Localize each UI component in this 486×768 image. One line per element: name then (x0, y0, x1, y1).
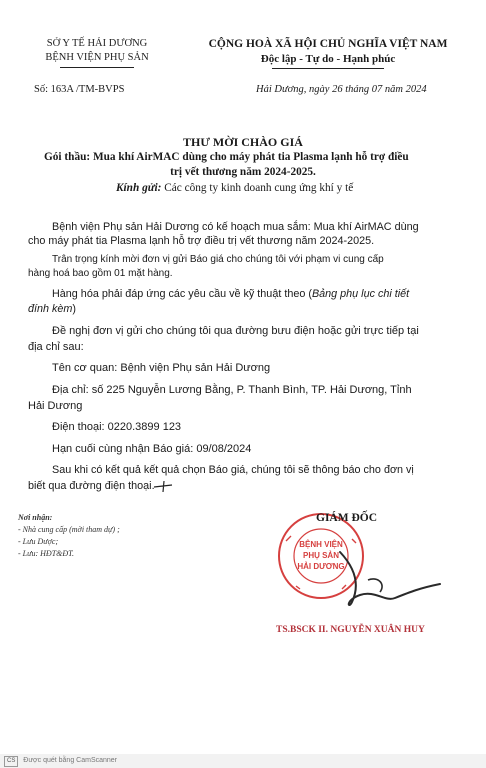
national-title: CỘNG HOÀ XÃ HỘI CHỦ NGHĨA VIỆT NAM (208, 38, 448, 50)
camscanner-badge-icon: CS (4, 756, 18, 767)
recipient-item: - Lưu Dược; (18, 537, 59, 546)
handwritten-signature (300, 540, 450, 615)
p2-line2: hàng hoá bao gồm 01 mặt hàng. (28, 268, 173, 279)
p3-line2-end: ) (72, 303, 77, 315)
p4-line1: Đề nghị đơn vị gửi cho chúng tôi qua đường bưu điện hoặc gửi trực tiếp tại (52, 325, 419, 337)
recipients-title: Nơi nhận: (18, 513, 53, 522)
stamp-line2: PHỤ SẢN (302, 551, 340, 560)
recipient-item: - Nhà cung cấp (mời tham dự) ; (18, 525, 120, 534)
national-motto: Độc lập - Tự do - Hạnh phúc (260, 53, 396, 65)
package-line1: Mua khí AirMAC dùng cho máy phát tia Plasma lạnh hỗ trợ điều (92, 151, 409, 163)
hospital-name: BỆNH VIỆN PHỤ SẢN (45, 52, 149, 63)
package-line2: trị vết thương năm 2024-2025. (170, 166, 316, 178)
stamp-line3: HẢI DƯƠNG (297, 562, 345, 571)
handwritten-tick-icon (152, 478, 174, 494)
deadline: Hạn cuối cùng nhận Báo giá: 09/08/2024 (52, 443, 252, 455)
header-left-divider (60, 67, 134, 68)
p4-line2: địa chỉ sau: (28, 341, 84, 353)
document-number: Số: 163A /TM-BVPS (34, 84, 125, 95)
address-line1: Địa chỉ: số 225 Nguyễn Lương Bằng, P. Thanh Bình, TP. Hải Dương, Tỉnh (52, 384, 412, 396)
ministry-name: SỞ Y TẾ HẢI DƯƠNG (46, 38, 148, 49)
phone: Điện thoại: 0220.3899 123 (52, 421, 182, 433)
signer-name: TS.BSCK II. NGUYỄN XUÂN HUY (276, 625, 425, 635)
scanner-text: Được quét bằng CamScanner (23, 757, 118, 764)
p3-line1-text: Hàng hóa phải đáp ứng các yêu cầu về kỹ thuật theo ( (52, 288, 312, 300)
p1-line1: Bệnh viện Phụ sản Hải Dương có kế hoạch mua sắm: Mua khí AirMAC dùng (52, 221, 419, 233)
address-line2: Hải Dương (28, 400, 83, 412)
p3-line2-italic: đính kèm (28, 303, 73, 315)
package-label: Gói thầu: (44, 151, 91, 163)
p3-line1-italic: Bảng phụ lục chi tiết (311, 288, 410, 300)
recipient-item: - Lưu: HĐT&ĐT. (18, 549, 74, 558)
p2-line1: Trân trọng kính mời đơn vị gửi Báo giá cho chúng tôi với phạm vi cung cấp (52, 254, 384, 265)
recipient-label: Kính gửi: (116, 182, 162, 194)
place-date: Hải Dương, ngày 26 tháng 07 năm 2024 (256, 84, 427, 95)
recipient-text: Các công ty kinh doanh cung ứng khí y tế (164, 182, 354, 194)
scanner-footer (0, 754, 486, 768)
p5-line1: Sau khi có kết quả kết quả chọn Báo giá, chúng tôi sẽ thông báo cho đơn vị (52, 464, 414, 476)
letter-title: THƯ MỜI CHÀO GIÁ (183, 135, 303, 149)
header-right-divider (272, 68, 384, 69)
stamp-line1: BỆNH VIỆN (299, 540, 343, 549)
agency-name: Tên cơ quan: Bệnh viện Phụ sản Hải Dương (52, 362, 271, 374)
p5-line2: biết qua đường điện thoại. (28, 480, 155, 492)
p1-line2: cho máy phát tia Plasma lạnh hỗ trợ điều trị vết thương năm 2024-2025. (28, 235, 375, 247)
signer-role: GIÁM ĐỐC (316, 512, 378, 524)
